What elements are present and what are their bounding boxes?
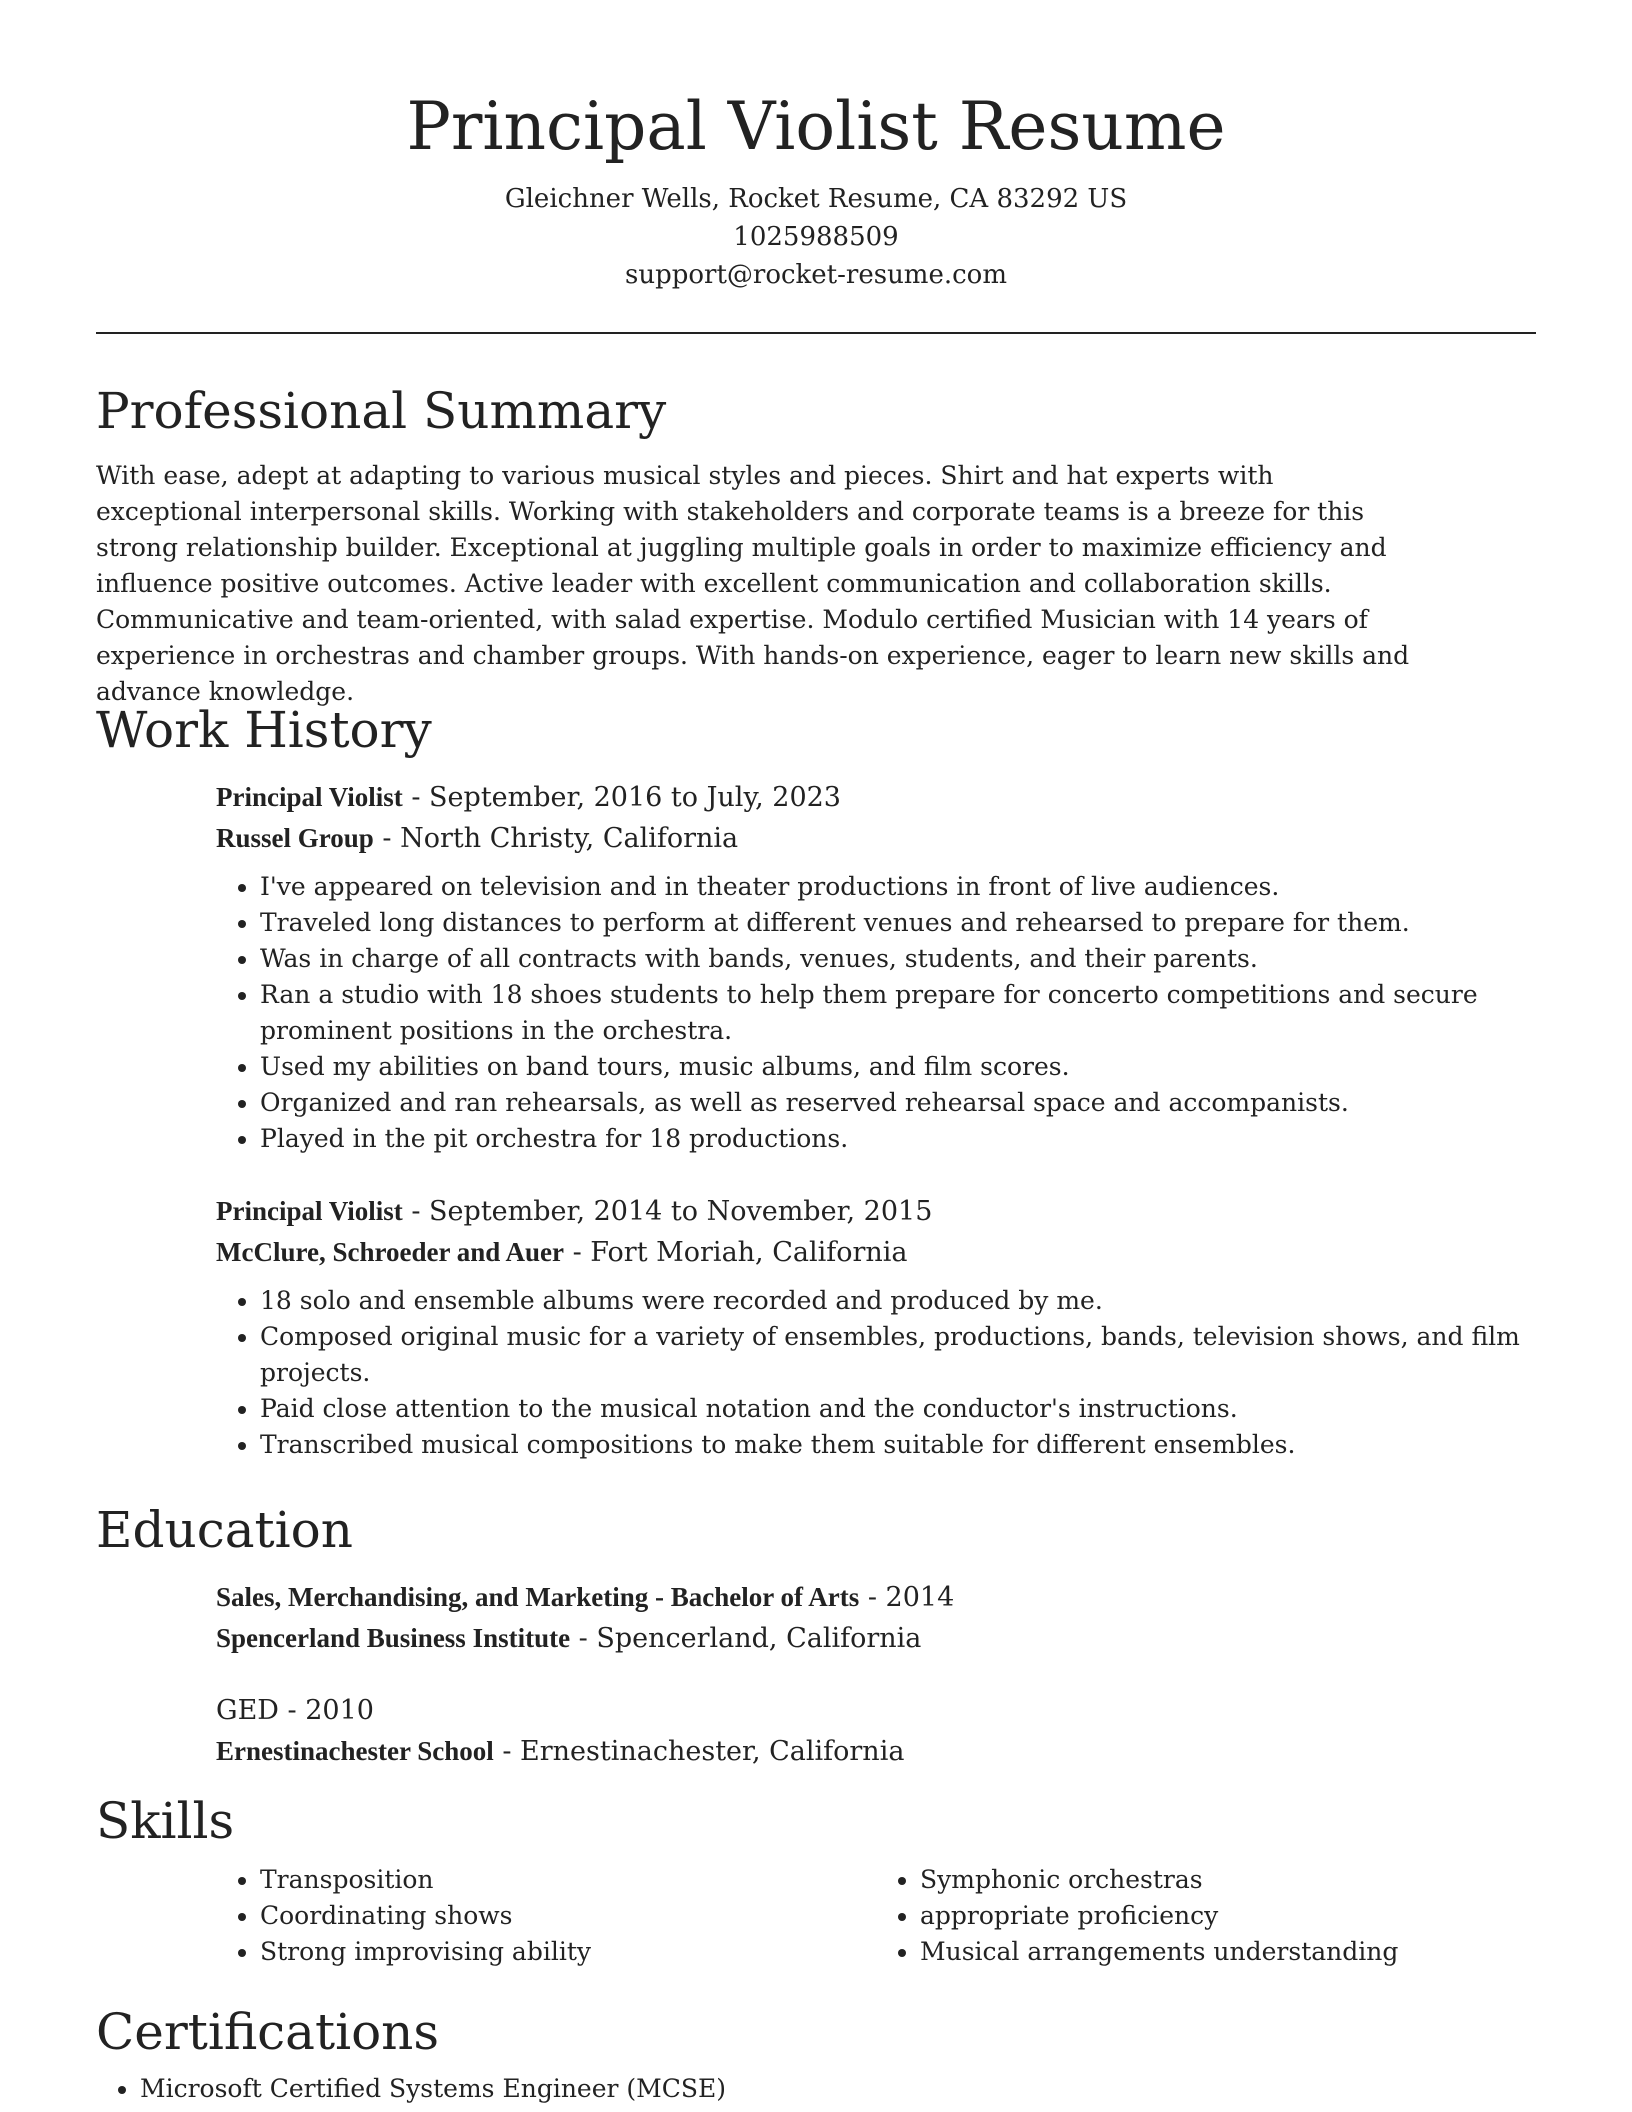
resume-header [96,0,1536,334]
work-history-heading: Work History [96,701,432,759]
contact-email: support@rocket-resume.com [624,260,1007,290]
job-bullet: • 18 solo and ensemble albums were recorded and produced by me. [260,1283,1536,1319]
education-heading: Education [96,1501,353,1559]
education-degree-line [216,1691,1536,1731]
job-bullets [216,869,1536,1157]
summary-text: With ease, adept at adapting to various musical styles and pieces. Shirt and hat experts with exceptional interpersonal skills. Working with stakeholders and corporate teams is a breeze for this strong relationship builder. Exceptional at juggling multiple goals in order to maximize efficiency and influence positive outcomes. Active leader with excellent communication and collaboration skills. Communicative and team-oriented, with salad expertise. Modulo certified Musician with 14 years of experience in orchestras and chamber groups. With hands-on experience, eager to learn new skills and advance knowledge. [96,461,1410,706]
job-dates: - September, 2016 to July, 2023 [402,782,841,813]
contact-address: Gleichner Wells, Rocket Resume, CA 83292 US [504,184,1128,214]
job-bullet: • Paid close attention to the musical notation and the conductor's instructions. [260,1391,1536,1427]
education-degree: GED - 2010 [216,1695,374,1726]
job-bullet: • I've appeared on television and in theater productions in front of live audiences. [260,869,1536,905]
header-divider [96,332,1536,334]
job-company: Russel Group [216,823,374,853]
job-bullet: • Transcribed musical compositions to make them suitable for different ensembles. [260,1427,1536,1463]
education-degree: Sales, Merchandising, and Marketing - Bachelor of Arts [216,1582,860,1612]
skill-item: • appropriate proficiency [920,1898,1536,1934]
skills-column-right [876,1862,1536,1970]
education-school-line [216,1731,1536,1772]
certifications-heading: Certifications [96,2003,440,2061]
job-company: McClure, Schroeder and Auer [216,1237,564,1267]
job-company-line [216,818,1536,859]
job-dates: - September, 2014 to November, 2015 [402,1196,933,1227]
summary-heading: Professional Summary [96,382,667,440]
job-bullets [216,1283,1536,1463]
certifications-section [96,1999,1536,2107]
skills-heading: Skills [96,1792,235,1850]
certifications-list [96,2071,1460,2107]
resume-page [96,0,1536,2103]
job-title: Principal Violist [216,1196,403,1226]
skills-section [96,1788,1536,1970]
job-bullet: • Ran a studio with 18 shoes students to help them prepare for concerto competitions and secure prominent positions in the orchestra. [260,977,1536,1049]
education-school: Ernestinachester School [216,1736,494,1766]
education-school-line [216,1618,1536,1659]
skill-item: • Symphonic orchestras [920,1862,1536,1898]
education-entry [216,1691,1536,1772]
education-year: - 2014 [859,1582,955,1613]
job-title-line [216,777,1536,818]
education-section [96,1497,1536,1772]
education-location: - Spencerland, California [570,1623,922,1654]
education-list [216,1577,1536,1772]
job-location: - North Christy, California [373,823,739,854]
education-degree-line [216,1577,1536,1618]
job-bullet: • Played in the pit orchestra for 18 productions. [260,1121,1536,1157]
contact-phone: 1025988509 [733,222,899,252]
job-title-line [216,1191,1536,1232]
skill-item: • Transposition [260,1862,876,1898]
resume-title: Principal Violist Resume [406,88,1226,165]
certification-item: • Microsoft Certified Systems Engineer (MCSE) [140,2071,1460,2107]
job-entry [216,777,1536,1157]
job-title: Principal Violist [216,782,403,812]
summary-section [96,378,1536,710]
job-bullet: • Was in charge of all contracts with bands, venues, students, and their parents. [260,941,1536,977]
skill-item: • Musical arrangements understanding [920,1934,1536,1970]
education-location: - Ernestinachester, California [493,1736,905,1767]
job-company-line [216,1232,1536,1273]
job-bullet: • Organized and ran rehearsals, as well as reserved rehearsal space and accompanists. [260,1085,1536,1121]
skills-column-left [216,1862,876,1970]
work-history-section [96,697,1536,1463]
job-bullet: • Traveled long distances to perform at different venues and rehearsed to prepare for them. [260,905,1536,941]
skills-grid [216,1862,1536,1970]
skill-item: • Strong improvising ability [260,1934,876,1970]
job-entry [216,1191,1536,1463]
education-school: Spencerland Business Institute [216,1623,571,1653]
skill-item: • Coordinating shows [260,1898,876,1934]
job-location: - Fort Moriah, California [563,1237,908,1268]
education-entry [216,1577,1536,1659]
job-bullet: • Used my abilities on band tours, music albums, and film scores. [260,1049,1536,1085]
job-bullet: • Composed original music for a variety of ensembles, productions, bands, television shows, and film projects. [260,1319,1536,1391]
